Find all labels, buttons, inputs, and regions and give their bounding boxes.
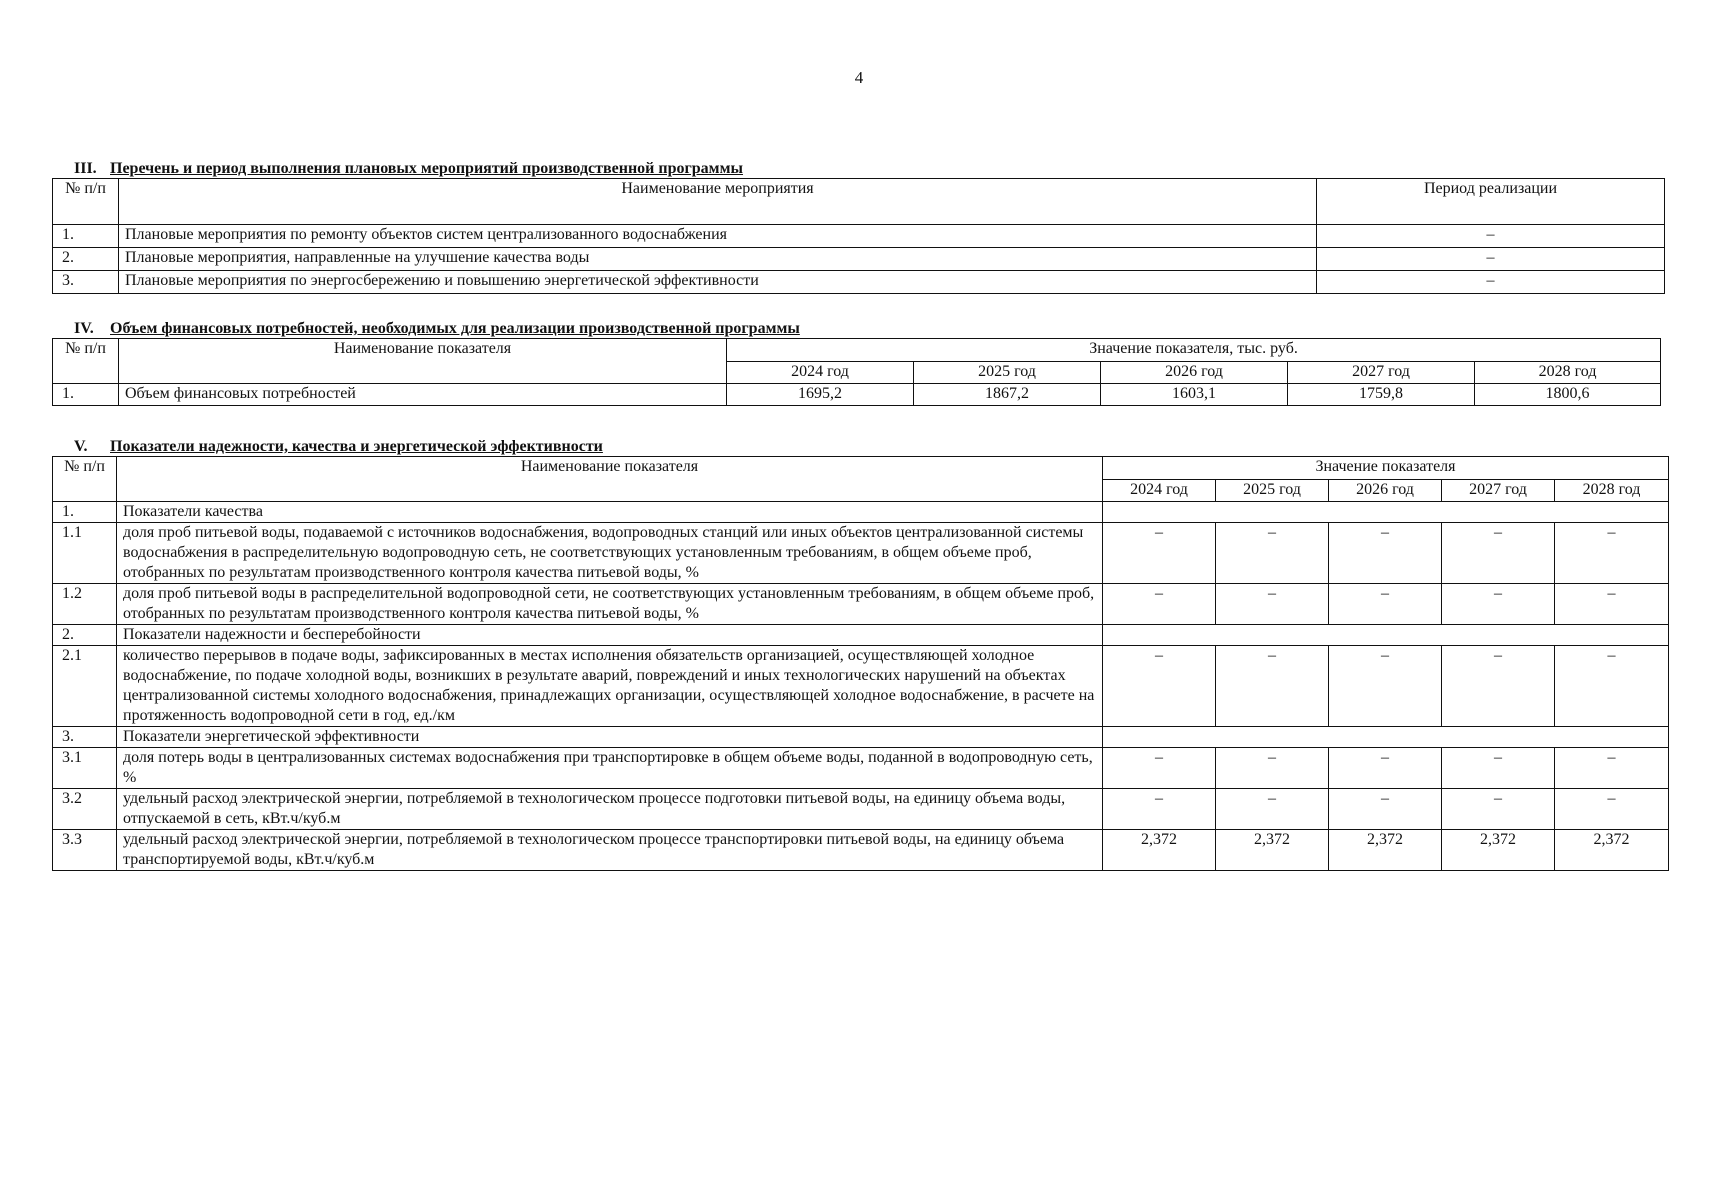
group-row	[53, 502, 1669, 523]
header-indicator-name: Наименование показателя	[119, 339, 727, 384]
header-year: 2027 год	[1288, 362, 1475, 384]
row-num: 3.1	[53, 748, 117, 789]
row-value: –	[1329, 789, 1442, 830]
group-name: Показатели энергетической эффективности	[117, 727, 1103, 748]
row-value: –	[1442, 584, 1555, 625]
table-row	[53, 523, 1669, 584]
row-num: 3.	[53, 271, 119, 294]
row-num: 3.2	[53, 789, 117, 830]
row-value: –	[1103, 523, 1216, 584]
row-num: 1.1	[53, 523, 117, 584]
group-values-empty	[1103, 625, 1669, 646]
group-row	[53, 625, 1669, 646]
section-3	[52, 160, 1665, 294]
row-value: –	[1442, 789, 1555, 830]
group-values-empty	[1103, 502, 1669, 523]
header-num: № п/п	[53, 339, 119, 384]
row-value: –	[1216, 646, 1329, 727]
row-value: –	[1442, 646, 1555, 727]
indicators-table-body	[53, 502, 1669, 871]
row-num: 2.1	[53, 646, 117, 727]
row-name: доля проб питьевой воды в распределительной водопроводной сети, не соответствующих установленным требованиям, в общем объеме проб, отобранных по результатам производственного контроля качества питьевой воды, %	[117, 584, 1103, 625]
header-period: Период реализации	[1317, 179, 1665, 225]
row-num: 1.2	[53, 584, 117, 625]
row-num: 3.	[53, 727, 117, 748]
row-value: –	[1555, 523, 1669, 584]
header-year: 2025 год	[914, 362, 1101, 384]
group-name: Показатели качества	[117, 502, 1103, 523]
row-value: –	[1555, 789, 1669, 830]
section-5-title: Показатели надежности, качества и энергетической эффективности	[110, 438, 603, 455]
row-value: –	[1555, 584, 1669, 625]
row-name: доля потерь воды в централизованных системах водоснабжения при транспортировке в общем объеме воды, поданной в водопроводную сеть, %	[117, 748, 1103, 789]
header-indicator-value: Значение показателя	[1103, 457, 1669, 480]
row-value: 2,372	[1442, 830, 1555, 871]
header-num: № п/п	[53, 179, 119, 225]
row-name: доля проб питьевой воды, подаваемой с источников водоснабжения, водопроводных станций или иных объектов централизованной системы водоснабжения в распределительную водопроводную сеть, не соответствующих установленным требованиям, в общем объеме проб, отобранных по результатам производственного контроля качества питьевой воды, %	[117, 523, 1103, 584]
indicators-table	[52, 456, 1669, 871]
row-value: –	[1103, 748, 1216, 789]
row-name: Плановые мероприятия по ремонту объектов систем централизованного водоснабжения	[119, 225, 1317, 248]
row-num: 2.	[53, 248, 119, 271]
header-indicator-value: Значение показателя, тыс. руб.	[727, 339, 1661, 362]
row-value: 1695,2	[727, 384, 914, 406]
row-num: 3.3	[53, 830, 117, 871]
table-row	[53, 384, 1661, 406]
financial-needs-table	[52, 338, 1661, 406]
page-number: 4	[854, 68, 864, 87]
table-row	[53, 646, 1669, 727]
header-indicator-name: Наименование показателя	[117, 457, 1103, 502]
header-year: 2026 год	[1329, 480, 1442, 502]
row-value: –	[1442, 748, 1555, 789]
table-row	[53, 271, 1665, 294]
section-5-number: V.	[74, 438, 88, 455]
section-5-heading	[52, 438, 1669, 456]
row-value: –	[1216, 748, 1329, 789]
row-value: 2,372	[1216, 830, 1329, 871]
section-4	[52, 320, 1661, 406]
row-num: 2.	[53, 625, 117, 646]
row-value: –	[1103, 584, 1216, 625]
section-4-title: Объем финансовых потребностей, необходимых для реализации производственной программы	[110, 320, 800, 337]
row-num: 1.	[53, 225, 119, 248]
row-value: 2,372	[1103, 830, 1216, 871]
row-value: 1867,2	[914, 384, 1101, 406]
table-row	[53, 830, 1669, 871]
section-4-number: IV.	[74, 320, 94, 337]
row-value: –	[1329, 523, 1442, 584]
row-value: –	[1216, 789, 1329, 830]
row-value: –	[1103, 789, 1216, 830]
header-year: 2028 год	[1555, 480, 1669, 502]
planned-activities-table	[52, 178, 1665, 294]
row-value: –	[1442, 523, 1555, 584]
section-4-heading	[52, 320, 1661, 338]
group-name: Показатели надежности и бесперебойности	[117, 625, 1103, 646]
row-value: 1759,8	[1288, 384, 1475, 406]
group-values-empty	[1103, 727, 1669, 748]
section-3-heading	[52, 160, 1665, 178]
row-value: –	[1103, 646, 1216, 727]
header-activity-name: Наименование мероприятия	[119, 179, 1317, 225]
table-row	[53, 748, 1669, 789]
header-year: 2024 год	[1103, 480, 1216, 502]
row-value: 1603,1	[1101, 384, 1288, 406]
row-value: –	[1329, 646, 1442, 727]
row-name: удельный расход электрической энергии, потребляемой в технологическом процессе подготовки питьевой воды, на единицу объема воды, отпускаемой в сеть, кВт.ч/куб.м	[117, 789, 1103, 830]
row-name: Плановые мероприятия, направленные на улучшение качества воды	[119, 248, 1317, 271]
header-year: 2024 год	[727, 362, 914, 384]
header-num: № п/п	[53, 457, 117, 502]
header-year: 2026 год	[1101, 362, 1288, 384]
row-num: 1.	[53, 502, 117, 523]
section-3-title: Перечень и период выполнения плановых мероприятий производственной программы	[110, 160, 743, 177]
table-row	[53, 789, 1669, 830]
section-5	[52, 438, 1669, 871]
row-name: Плановые мероприятия по энергосбережению и повышению энергетической эффективности	[119, 271, 1317, 294]
header-year: 2028 год	[1475, 362, 1661, 384]
row-period: –	[1317, 248, 1665, 271]
row-value: 2,372	[1329, 830, 1442, 871]
row-name: количество перерывов в подаче воды, зафиксированных в местах исполнения обязательств организацией, осуществляющей холодное водоснабжение, по подаче холодной воды, возникших в результате аварий, повреждений и иных технологических нарушений на объектах централизованной системы холодного водоснабжения, принадлежащих организации, осуществляющей холодное водоснабжение, в расчете на протяженность водопроводной сети в год, ед./км	[117, 646, 1103, 727]
row-value: –	[1216, 584, 1329, 625]
group-row	[53, 727, 1669, 748]
row-period: –	[1317, 225, 1665, 248]
row-value: –	[1216, 523, 1329, 584]
row-period: –	[1317, 271, 1665, 294]
row-name: удельный расход электрической энергии, потребляемой в технологическом процессе транспортировки питьевой воды, на единицу объема транспортируемой воды, кВт.ч/куб.м	[117, 830, 1103, 871]
row-num: 1.	[53, 384, 119, 406]
row-value: –	[1329, 748, 1442, 789]
row-value: 1800,6	[1475, 384, 1661, 406]
row-value: –	[1555, 646, 1669, 727]
section-3-number: III.	[74, 160, 97, 177]
table-row	[53, 248, 1665, 271]
header-year: 2025 год	[1216, 480, 1329, 502]
header-year: 2027 год	[1442, 480, 1555, 502]
row-value: –	[1329, 584, 1442, 625]
row-value: 2,372	[1555, 830, 1669, 871]
table-row	[53, 225, 1665, 248]
row-name: Объем финансовых потребностей	[119, 384, 727, 406]
row-value: –	[1555, 748, 1669, 789]
table-row	[53, 584, 1669, 625]
